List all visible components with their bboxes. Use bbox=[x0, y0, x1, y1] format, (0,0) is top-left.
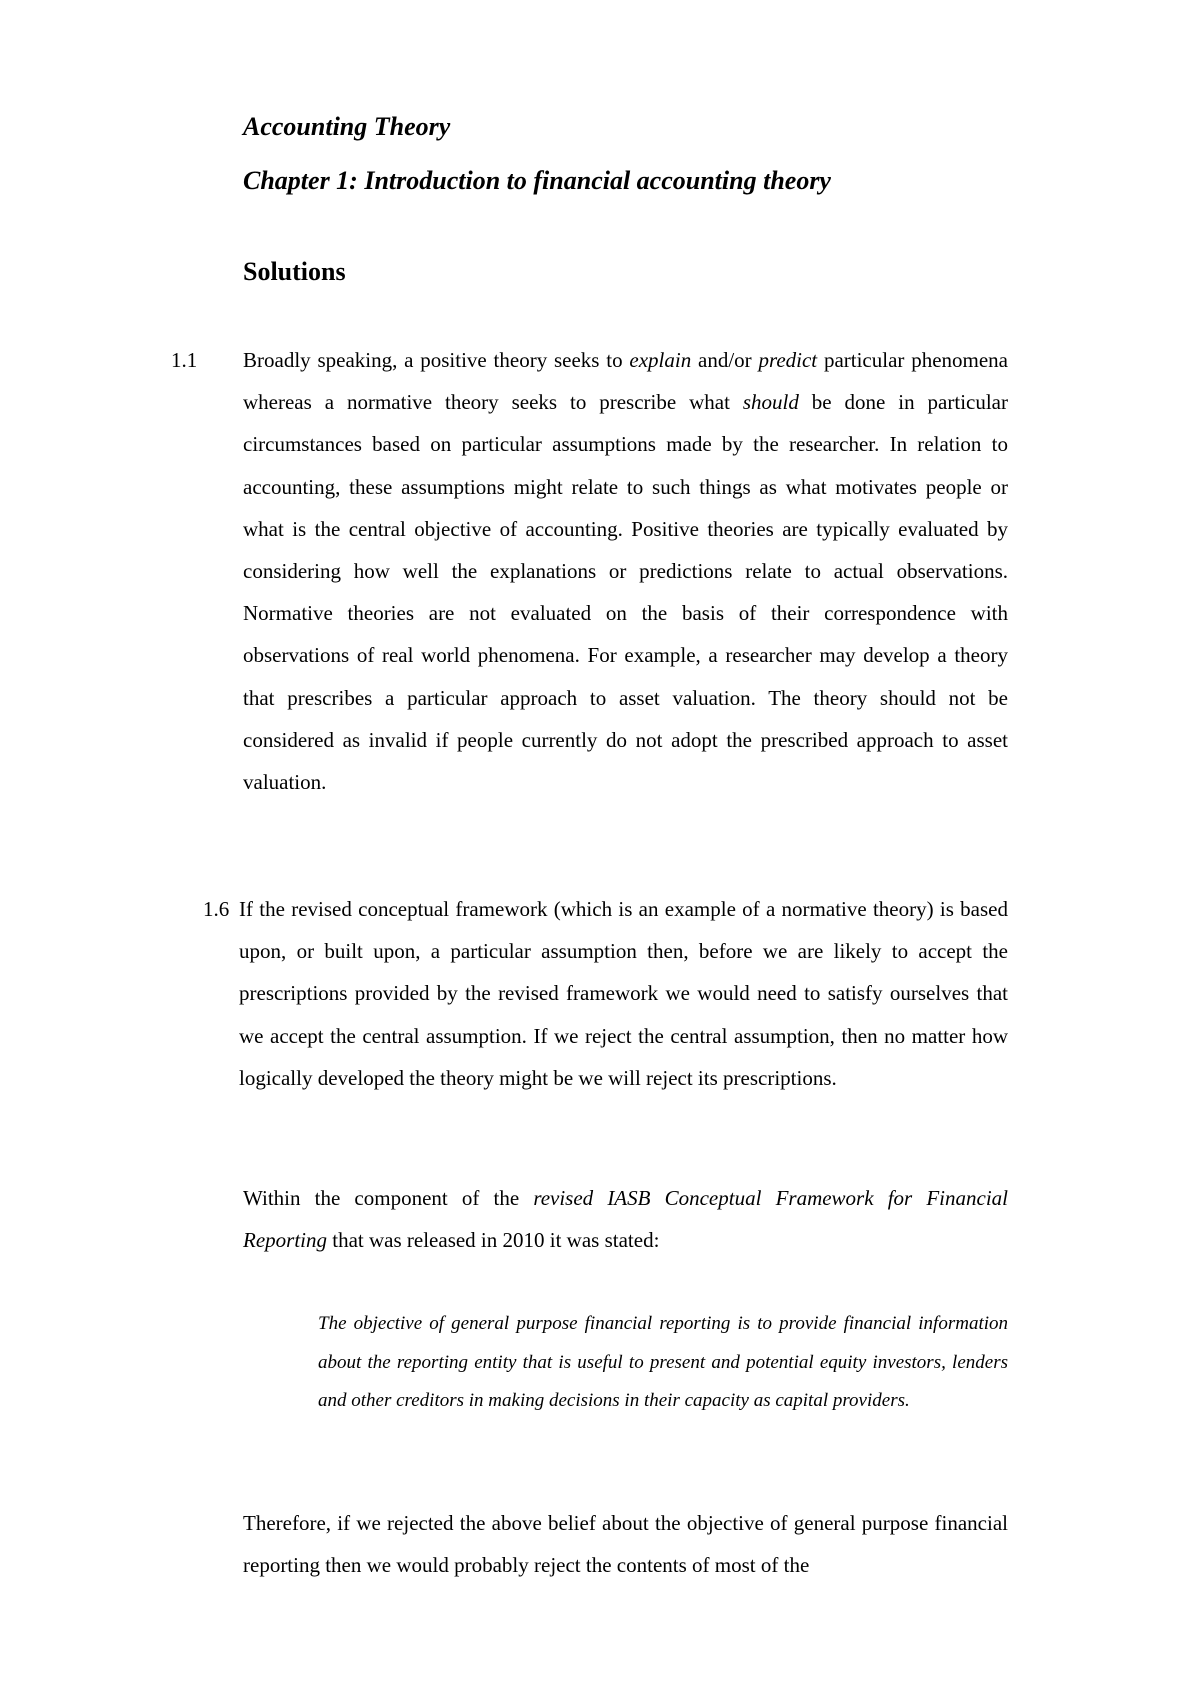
chapter-title: Chapter 1: Introduction to financial accounting theory bbox=[243, 166, 831, 195]
text-run: particular phenomena whereas a normative theory seeks to prescribe what bbox=[243, 348, 1008, 415]
framework-quote: The objective of general purpose financial reporting is to provide financial information about the reporting entity that is useful to present and potential equity investors, lenders and other creditors in making decisions in their capacity as capital providers. bbox=[318, 1313, 1008, 1411]
framework-intro-paragraph bbox=[243, 1177, 1008, 1261]
emphasized-text: should bbox=[742, 390, 799, 415]
text-run: and/or bbox=[691, 348, 759, 372]
text-run: If the revised conceptual framework (which is an example of a normative theory) is based upon, or built upon, a particular assumption then, before we are likely to accept the prescriptions provided by the revised framework we would need to satisfy ourselves that we accept the central assumption. If we reject the central assumption, then no matter how logically developed the theory might be we will reject its prescriptions. bbox=[239, 897, 1008, 1090]
emphasized-text: explain bbox=[629, 348, 692, 372]
text-run: Broadly speaking, a positive theory seeks to bbox=[243, 348, 630, 372]
solutions-heading: Solutions bbox=[243, 257, 346, 286]
conclusion-paragraph: Therefore, if we rejected the above belief about the objective of general purpose financial reporting then we would probably reject the contents of most of the bbox=[243, 1511, 1008, 1578]
emphasized-text: predict bbox=[758, 348, 818, 372]
solution-paragraph bbox=[239, 888, 1008, 1099]
text-run: be done in particular circumstances based on particular assumptions made by the researcher. In relation to accounting, these assumptions might relate to such things as what motivates people or what is the central objective of accounting. Positive theories are typically evaluated by considering how well the explanations or predictions relate to actual observations. Normative theories are not evaluated on the basis of their correspondence with observations of real world phenomena. For example, a researcher may develop a theory that prescribes a particular approach to asset valuation. The theory should not be considered as invalid if people currently do not adopt the prescribed approach to asset valuation. bbox=[243, 390, 1009, 795]
emphasized-text: revised IASB Conceptual Framework for Financial Reporting bbox=[243, 1186, 1008, 1253]
solution-number: 1.6 bbox=[203, 897, 230, 921]
solution-paragraph bbox=[243, 339, 1008, 803]
solution-number: 1.1 bbox=[171, 348, 198, 372]
text-run: Within the component of the bbox=[243, 1186, 534, 1210]
document-title: Accounting Theory bbox=[243, 112, 451, 141]
text-run: that was released in 2010 it was stated: bbox=[327, 1228, 660, 1253]
